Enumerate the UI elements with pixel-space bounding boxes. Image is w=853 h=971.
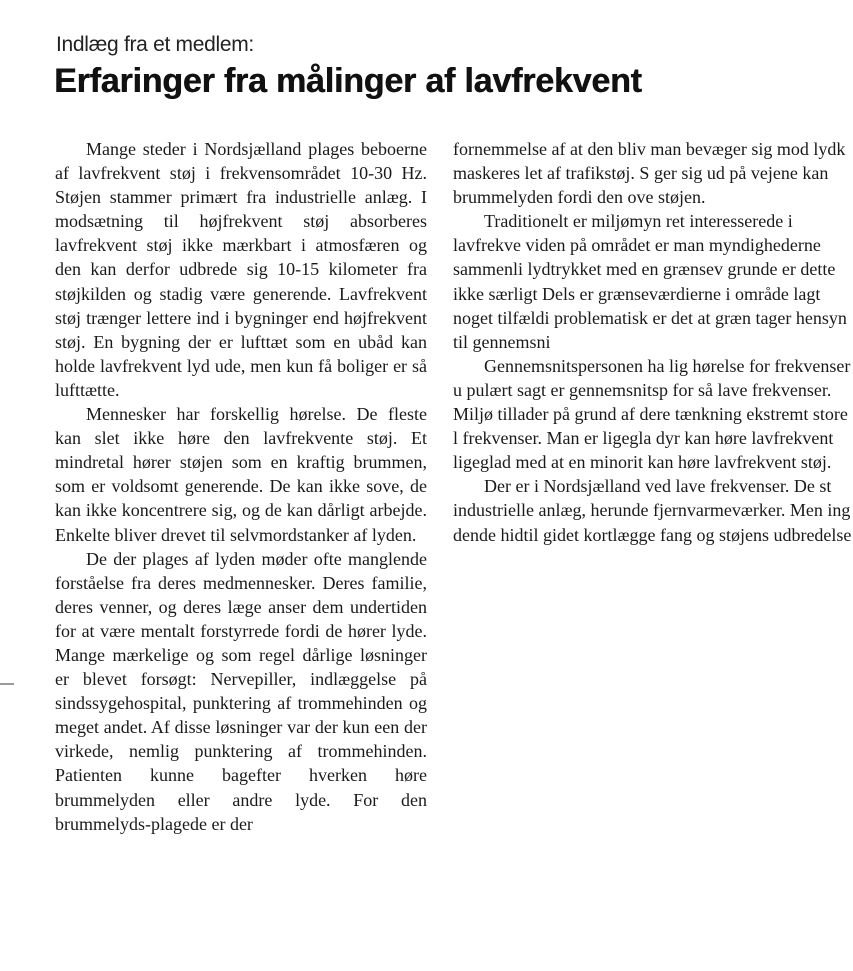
paragraph: Mange steder i Nordsjælland plages beboerne af lavfrekvent støj i frekvensområdet 10-30 Hz. Støjen stammer primært fra industrielle anlæg. I modsætning til højfrekvent støj absorberes lavfrekvent støj ikke mærkbart i atmosfæren og den kan derfor udbrede sig 10-15 kilometer fra støjkilden og stadig være generende. Lavfrekvent støj trænger lettere ind i bygninger end højfrekvent støj. En bygning der er lufttæt som en ubåd kan holde lavfrekvent lyd ude, men kun få boliger er så lufttætte.: [55, 139, 427, 400]
text-column-right: [453, 137, 852, 547]
paragraph: Traditionelt er miljømyn ret interesserede i lavfrekve viden på området er man myndighederne sammenli lydtrykket med en grænsev grunde er dette ikke særligt Dels er grænseværdierne i område lagt noget tilfældi problematisk er det at græn tager hensyn til gennemsni: [453, 211, 847, 352]
paragraph: Der er i Nordsjælland ved lave frekvenser. De st industrielle anlæg, herunde fjernvarmeværker. Men ing dende hidtil gidet kortlægge fang og støjens udbredelse: [453, 476, 852, 545]
paragraph: De der plages af lyden møder ofte manglende forståelse fra deres medmennesker. Deres familie, deres venner, og deres læge anser dem undertiden for at være mentalt forstyrrede fordi de hører lyde. Mange mærkelige og som regel dårlige løsninger er blevet forsøgt: Nervepiller, indlæggelse på sindssygehospital, punktering af trommehinden og meget andet. Af disse løsninger var der kun een der virkede, nemlig punktering af trommehinden. Patienten kunne bagefter hverken høre brummelyden eller andre lyde. For den brummelyds-plagede er der: [55, 548, 427, 834]
paragraph: fornemmelse af at den bliv man bevæger sig mod lydk maskeres let af trafikstøj. S ger sig ud på vejene kan brummelyden fordi den ove støjen.: [453, 139, 846, 208]
paragraph: Mennesker har forskellig hørelse. De fleste kan slet ikke høre den lavfrekvente støj. Et mindretal hører støjen som en kraftig brummen, som er voldsomt generende. De kan ikke sove, de kan ikke koncentrere sig, og de kan dårligt arbejde. Enkelte bliver drevet til selvmordstanker af lyden.: [55, 404, 427, 545]
text-column-left: [55, 137, 427, 836]
article-headline: Erfaringer fra målinger af lavfrekvent: [54, 62, 642, 100]
article-kicker: Indlæg fra et medlem:: [56, 33, 254, 56]
page-edge-mark: [0, 683, 14, 685]
paragraph: Gennemsnitspersonen ha lig hørelse for frekvenser u pulært sagt er gennemsnitsp for så lave frekvenser. Miljø tillader på grund af dere tænkning ekstremt store l frekvenser. Man er ligegla dyr kan høre lavfrekvent ligeglad med at en minorit kan høre lavfrekvent støj.: [453, 355, 851, 473]
